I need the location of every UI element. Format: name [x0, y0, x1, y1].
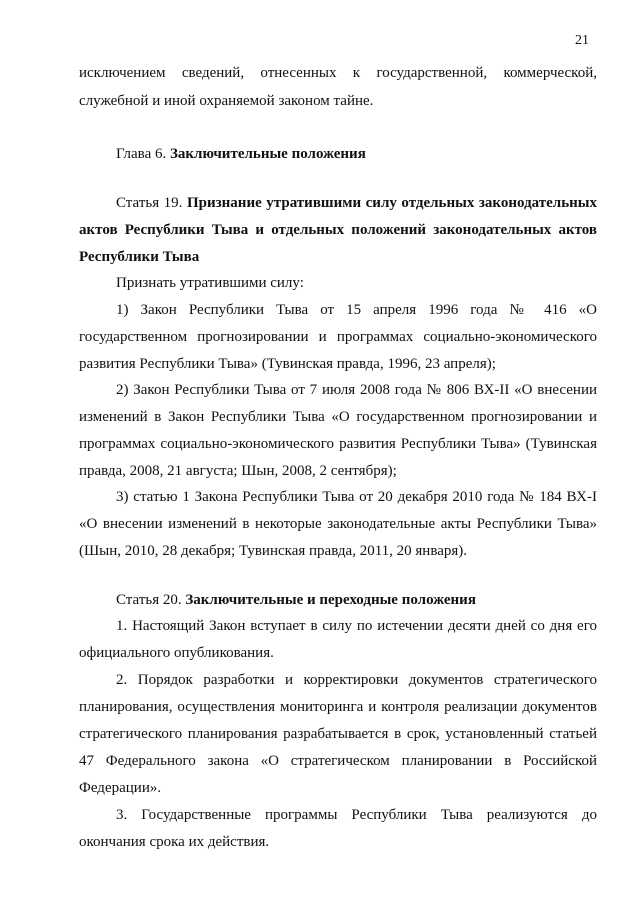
list-item-line: 2) Закон Республики Тыва от 7 июля 2008 года № 806 ВХ-II «О внесении: [116, 382, 597, 398]
list-item-line: 1) Закон Республики Тыва от 15 апреля 1996 года № 416 «О: [116, 302, 597, 318]
list-item-line: программах социально-экономического развития Республики Тыва» (Тувинская: [79, 436, 597, 452]
list-item-line: развития Республики Тыва» (Тувинская правда, 1996, 23 апреля);: [79, 356, 496, 372]
list-item-line: 3) статью 1 Закона Республики Тыва от 20 декабря 2010 года № 184 ВХ-I: [116, 489, 597, 505]
list-item-line: Федерации».: [79, 780, 162, 796]
article-19-lead: Признать утратившими силу:: [116, 275, 304, 291]
list-item-line: правда, 2008, 21 августа; Шын, 2008, 2 сентября);: [79, 463, 397, 479]
list-item-line: «О внесении изменений в некоторые законодательные акты Республики Тыва»: [79, 516, 597, 532]
intro-line: исключением сведений, отнесенных к государственной, коммерческой,: [79, 65, 597, 81]
list-item-line: 47 Федерального закона «О стратегическом планировании в Российской: [79, 753, 597, 769]
list-item-line: 3. Государственные программы Республики Тыва реализуются до: [116, 807, 597, 823]
list-item-line: стратегического планирования разрабатывается в срок, установленный статьей: [79, 726, 597, 742]
list-item-line: 2. Порядок разработки и корректировки документов стратегического: [116, 672, 597, 688]
list-item-line: государственном прогнозировании и программах социально-экономического: [79, 329, 597, 345]
chapter-label: Глава 6.: [116, 146, 167, 162]
article-20-title: Заключительные и переходные положения: [185, 592, 476, 608]
list-item-line: планирования, осуществления мониторинга и контроля реализации документов: [79, 699, 597, 715]
article-20-label: Статья 20.: [116, 592, 182, 608]
chapter-title: Заключительные положения: [169, 146, 366, 162]
article-19-heading: [116, 194, 597, 212]
article-19-label: Статья 19.: [116, 195, 183, 211]
article-20-heading: [116, 591, 597, 609]
list-item-line: окончания срока их действия.: [79, 834, 270, 850]
list-item-line: изменений в Закон Республики Тыва «О государственном прогнозировании и: [79, 409, 597, 425]
page-number: 21: [575, 33, 589, 48]
intro-line: служебной и иной охраняемой законом тайне.: [79, 93, 374, 109]
article-19-title-line: Республики Тыва: [79, 249, 200, 265]
article-19-title: Признание утратившими силу отдельных законодательных: [186, 195, 597, 211]
chapter-heading: [116, 145, 597, 163]
article-19-title-line: актов Республики Тыва и отдельных положений законодательных актов: [79, 222, 597, 238]
list-item-line: (Шын, 2010, 28 декабря; Тувинская правда, 2011, 20 января).: [79, 543, 468, 559]
list-item-line: официального опубликования.: [79, 645, 274, 661]
list-item-line: 1. Настоящий Закон вступает в силу по истечении десяти дней со дня его: [116, 618, 597, 634]
